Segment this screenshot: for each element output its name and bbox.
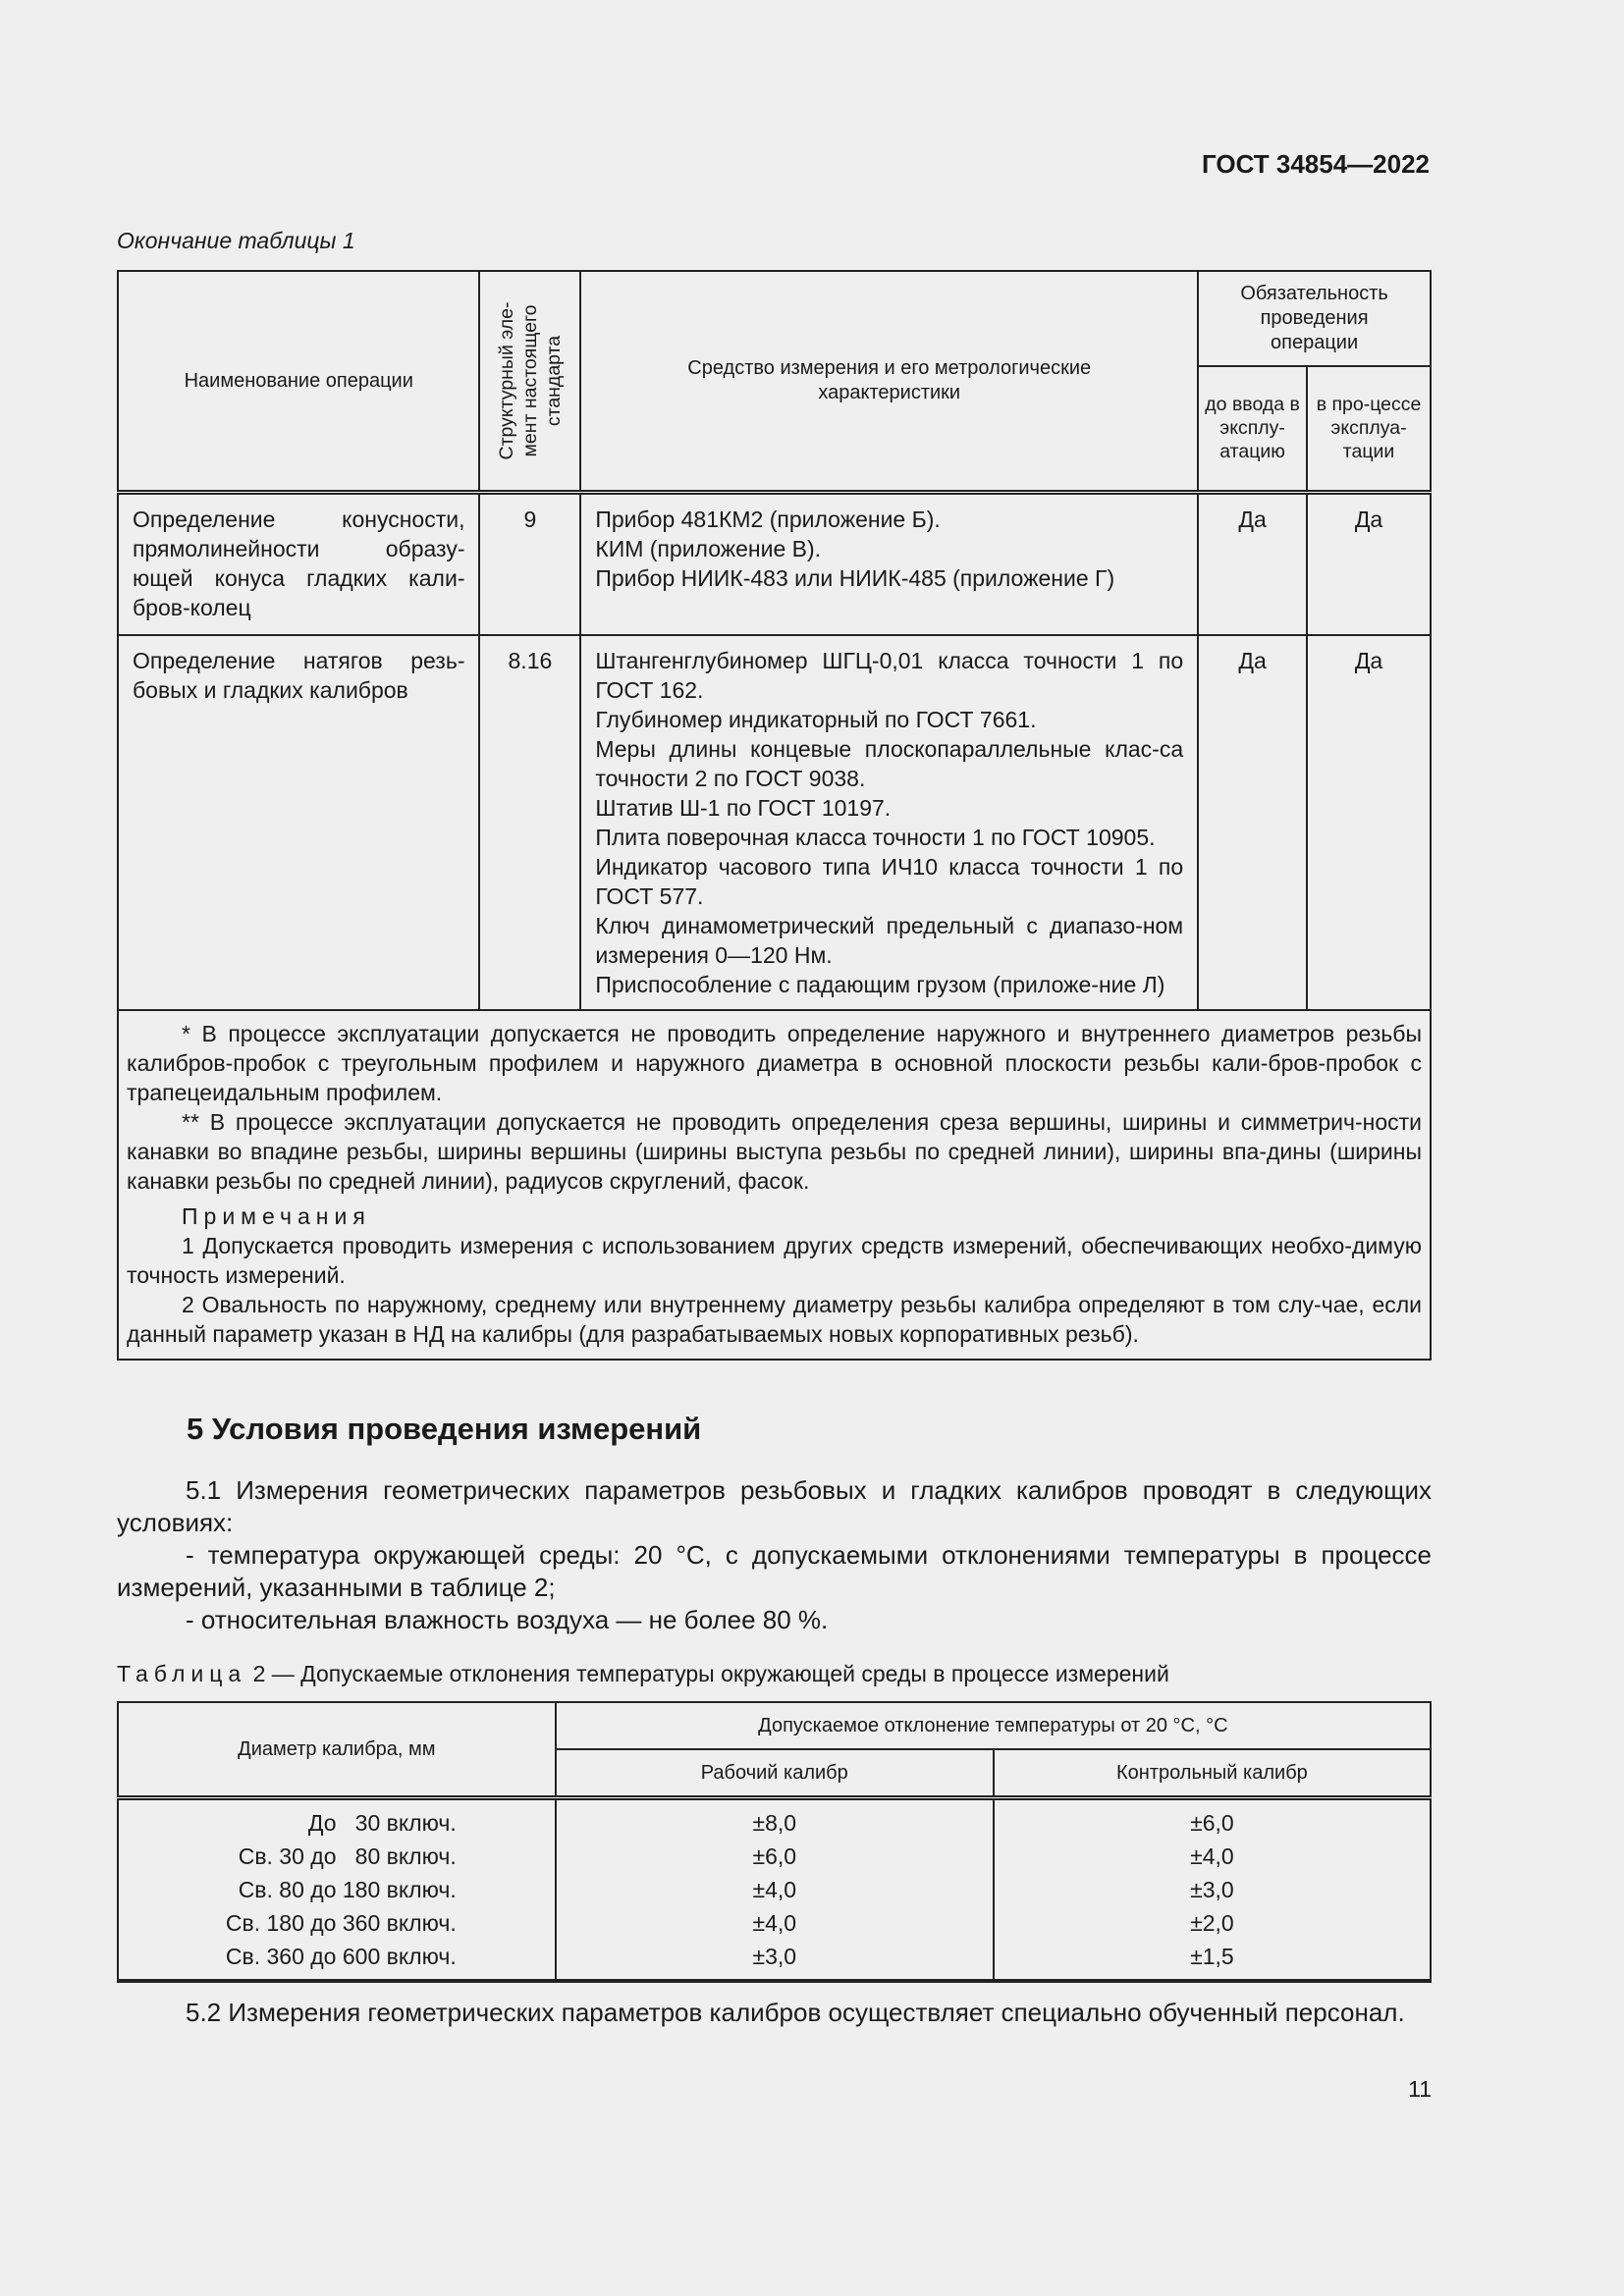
- section-5-heading: 5 Условия проведения измерений: [187, 1412, 702, 1446]
- t2-header-working: Рабочий калибр: [556, 1749, 994, 1798]
- table-row: [118, 635, 1431, 1010]
- t2-d-1: До 30 включ.: [307, 1810, 457, 1836]
- t2-c-5: ±1,5: [1190, 1944, 1234, 1969]
- document-header: ГОСТ 34854—2022: [1202, 149, 1430, 179]
- t1-row2-element: 8.16: [479, 635, 580, 1010]
- t2-c-2: ±4,0: [1190, 1843, 1234, 1869]
- t1-row1-instruments: Прибор 481КМ2 (приложение Б). КИМ (приложение В). Прибор НИИК-483 или НИИК-485 (приложение Г): [580, 493, 1198, 636]
- t2-body-control: [994, 1798, 1431, 1981]
- page-number: 11: [1408, 2076, 1432, 2102]
- t2-w-5: ±3,0: [752, 1944, 797, 1969]
- t1-header-element-text: Структурный эле-мент настоящего стандарта: [495, 301, 565, 460]
- table-row: [118, 1798, 1431, 1981]
- t1-row1-name: Определение конусности, прямолинейности образу-ющей конуса гладких кали-бров-колец: [118, 493, 479, 636]
- t1-row2-during: Да: [1307, 635, 1431, 1010]
- t2-c-1: ±6,0: [1190, 1810, 1234, 1836]
- t2-w-3: ±4,0: [752, 1877, 797, 1902]
- t1-header-element: [479, 271, 580, 493]
- condition-temperature: - температура окружающей среды: 20 °С, с допускаемыми отклонениями температуры в процессе измерений, указанными в таблице 2;: [117, 1540, 1432, 1602]
- t1-footnote-1: * В процессе эксплуатации допускается не проводить определение наружного и внутреннего диаметров резьбы калибров-пробок с треугольным профилем и наружного диаметра в основной плоскости резьбы кали-бров-пробок с трапецеидальным профилем.: [127, 1021, 1422, 1105]
- t2-d-3: Св. 80 до 180 включ.: [238, 1877, 457, 1902]
- t1-row1-during: Да: [1307, 493, 1431, 636]
- section-5-2: [117, 1997, 1432, 2029]
- t2-d-5: Св. 360 до 600 включ.: [225, 1944, 457, 1969]
- t2-body-working: [556, 1798, 994, 1981]
- table1: [117, 270, 1432, 1361]
- t1-row1-element: 9: [479, 493, 580, 636]
- paragraph-5-1: 5.1 Измерения геометрических параметров резьбовых и гладких калибров проводят в следующих условиях:: [117, 1475, 1432, 1537]
- t2-d-2: Св. 30 до 80 включ.: [238, 1843, 457, 1869]
- t2-w-4: ±4,0: [752, 1910, 797, 1936]
- t1-note-2: 2 Овальность по наружному, среднему или внутреннему диаметру резьбы калибра определяют в том слу-чае, если данный параметр указан в НД на калибры (для разрабатываемых новых корпоративных резьб).: [127, 1292, 1422, 1347]
- t1-note-1: 1 Допускается проводить измерения с использованием других средств измерений, обеспечивающих необхо-димую точность измерений.: [127, 1233, 1422, 1288]
- table2: [117, 1701, 1432, 1983]
- t1-header-instrument: Средство измерения и его метрологические характеристики: [580, 271, 1198, 493]
- table2-caption-word: Таблица: [117, 1661, 247, 1686]
- table2-caption-text: 2 — Допускаемые отклонения температуры окружающей среды в процессе измерений: [246, 1661, 1169, 1686]
- t1-header-during: в про-цессе эксплуа-тации: [1307, 366, 1431, 493]
- t1-row2-instruments: Штангенглубиномер ШГЦ-0,01 класса точности 1 по ГОСТ 162. Глубиномер индикаторный по ГОСТ 7661. Меры длины концевые плоскопараллельные клас-са точности 2 по ГОСТ 9038. Штатив Ш-1 по ГОСТ 10197. Плита поверочная класса точности 1 по ГОСТ 10905. Индикатор часового типа ИЧ10 класса точности 1 по ГОСТ 577. Ключ динамометрический предельный с диапазо-ном измерения 0—120 Нм. Приспособление с падающим грузом (приложе-ние Л): [580, 635, 1198, 1010]
- t1-notes: [118, 1010, 1431, 1360]
- t1-row1-before: Да: [1198, 493, 1307, 636]
- table-row: [118, 493, 1431, 636]
- t2-header-diameter: Диаметр калибра, мм: [118, 1702, 556, 1798]
- table1-continuation-label: Окончание таблицы 1: [117, 228, 355, 253]
- paragraph-5-2: 5.2 Измерения геометрических параметров калибров осуществляет специально обученный персонал.: [186, 1998, 1405, 2027]
- table2-caption: [117, 1661, 1169, 1687]
- t1-header-before: до ввода в эксплу-атацию: [1198, 366, 1307, 493]
- t2-body-diameters: [118, 1798, 556, 1981]
- section-5-1: [117, 1474, 1432, 1636]
- t2-header-control: Контрольный калибр: [994, 1749, 1431, 1798]
- t1-header-mandatory: Обязательность проведения операции: [1198, 271, 1431, 366]
- t1-row2-name: Определение натягов резь-бовых и гладких калибров: [118, 635, 479, 1010]
- t2-w-2: ±6,0: [752, 1843, 797, 1869]
- t2-header-deviation: Допускаемое отклонение температуры от 20 °С, °С: [556, 1702, 1431, 1749]
- t2-c-3: ±3,0: [1190, 1877, 1234, 1902]
- t1-row2-before: Да: [1198, 635, 1307, 1010]
- t2-d-4: Св. 180 до 360 включ.: [225, 1910, 457, 1936]
- t2-w-1: ±8,0: [752, 1810, 797, 1836]
- t2-c-4: ±2,0: [1190, 1910, 1234, 1936]
- t1-notes-title: Примечания: [182, 1203, 371, 1229]
- t1-header-operation: Наименование операции: [118, 271, 479, 493]
- t1-footnote-2: ** В процессе эксплуатации допускается не проводить определения среза вершины, ширины и симметрич-ности канавки во впадине резьбы, ширины вершины (ширины выступа резьбы по средней линии), ширины впа-дины (ширины канавки резьбы по средней линии), радиусов скруглений, фасок.: [127, 1109, 1422, 1194]
- condition-humidity: - относительная влажность воздуха — не более 80 %.: [186, 1605, 829, 1634]
